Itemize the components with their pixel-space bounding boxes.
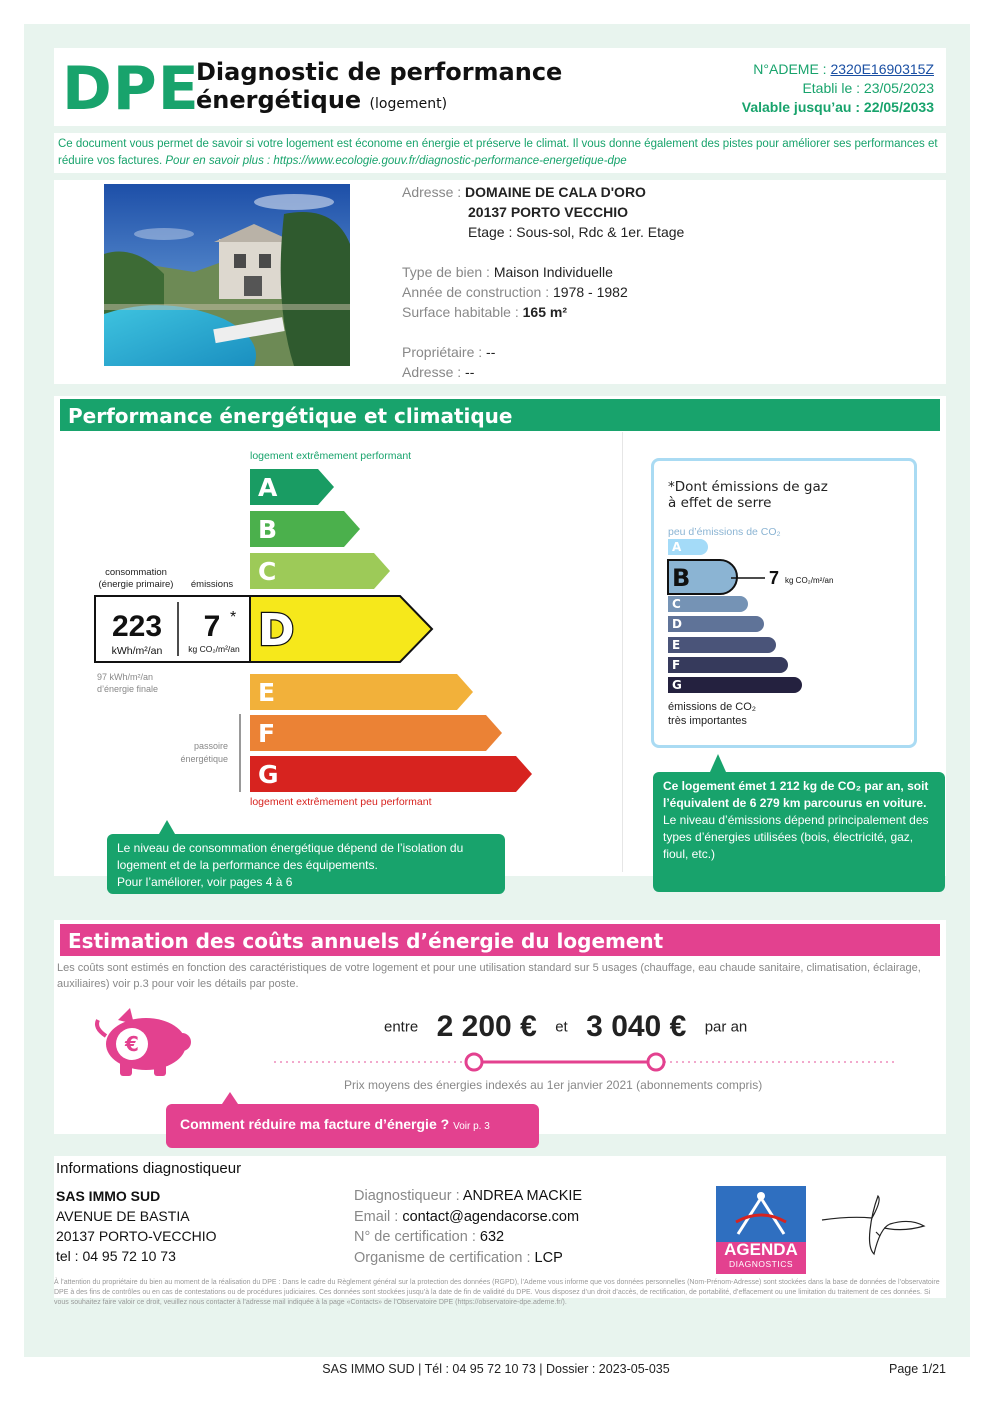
prices-note: Prix moyens des énergies indexés au 1er janvier 2021 (abonnements compris)	[344, 1078, 763, 1092]
ghg-class-label-g: G	[672, 678, 682, 692]
type-label: Type de bien :	[402, 264, 494, 280]
header-meta	[742, 60, 934, 117]
energy-callout: Le niveau de consommation énergétique dépend de l’isolation du logement et de la performance des équipements. Pour l’améliorer, voir pages 4 à 6	[107, 834, 505, 894]
ghg-class-label-e: E	[672, 638, 681, 652]
reduce-page: Voir p. 3	[453, 1121, 490, 1132]
ghg-label-chart	[651, 458, 917, 748]
diag-name-value: ANDREA MACKIE	[462, 1188, 583, 1204]
diag-org-value: LCP	[534, 1249, 563, 1266]
energy-bottom-label: logement extrêmement peu performant	[250, 796, 432, 808]
final-energy-line2: d’énergie finale	[97, 684, 159, 694]
intro-text	[54, 133, 946, 173]
passoire-line2: énergétique	[180, 754, 228, 764]
cost-per-year: par an	[704, 1018, 748, 1036]
surface-value: 165 m²	[522, 304, 567, 320]
ghg-title2: à effet de serre	[668, 495, 772, 511]
energy-class-label-b: B	[258, 515, 278, 544]
costs-title: Estimation des coûts annuels d’énergie du logement	[60, 924, 940, 956]
energy-class-bar-f	[250, 715, 502, 751]
diag-section-title: Informations diagnostiqueur	[56, 1160, 242, 1177]
consumption-value: 223	[111, 610, 163, 643]
ademe-number-link[interactable]: 2320E1690315Z	[830, 61, 934, 77]
diagnostician-section	[54, 1156, 946, 1298]
title-line1: Diagnostic de performance	[196, 58, 563, 86]
signature	[820, 1188, 930, 1268]
company-info	[56, 1186, 217, 1266]
owner-value: --	[486, 344, 496, 360]
footer-text: SAS IMMO SUD | Tél : 04 95 72 10 73 | Dossier : 2023-05-035	[322, 1362, 670, 1376]
ademe-label: N°ADEME :	[753, 61, 831, 77]
ghg-class-bar-e	[668, 637, 776, 653]
address-line3: Etage : Sous-sol, Rdc & 1er. Etage	[468, 224, 685, 240]
diagnostician-info	[354, 1186, 582, 1268]
logo-line2: DIAGNOSTICS	[728, 1259, 794, 1269]
ghg-value: 7	[769, 568, 780, 588]
ghg-class-bar-g	[668, 677, 802, 693]
property-info	[402, 182, 684, 382]
performance-title: Performance énergétique et climatique	[60, 399, 940, 431]
ghg-callout	[653, 772, 945, 892]
dpe-logo: DPE	[62, 54, 200, 124]
emissions-unit: kg CO₂/m²/an	[188, 644, 240, 654]
emissions-star: *	[230, 609, 237, 626]
surface-label: Surface habitable :	[402, 304, 523, 320]
diag-email-value[interactable]: contact@agendacorse.com	[402, 1208, 580, 1225]
cost-range-scale	[272, 1050, 896, 1074]
reduce-label: Comment réduire ma facture d’énergie ?	[180, 1116, 450, 1132]
address-line2: 20137 PORTO VECCHIO	[468, 204, 629, 220]
ghg-unit: kg CO₂/m²/an	[785, 576, 834, 585]
ghg-class-label-c: C	[672, 597, 681, 611]
owner-address-label: Adresse :	[402, 364, 466, 380]
cost-high: 3 040 €	[586, 1010, 687, 1043]
company-street: AVENUE DE BASTIA	[56, 1208, 190, 1224]
title-sub: (logement)	[369, 96, 448, 112]
company-phone: tel : 04 95 72 10 73	[56, 1248, 176, 1264]
reduce-bill-link[interactable]	[166, 1104, 539, 1148]
title-line2: énergétique	[196, 86, 362, 114]
type-value: Maison Individuelle	[493, 264, 613, 280]
energy-class-label-g: G	[258, 760, 279, 789]
energy-class-label-a: A	[258, 473, 278, 502]
ghg-title1: *Dont émissions de gaz	[668, 479, 828, 495]
divider	[622, 432, 623, 872]
cost-between: entre	[384, 1018, 419, 1036]
energy-class-label-e: E	[258, 678, 276, 707]
owner-label: Propriétaire :	[402, 344, 487, 360]
piggy-bank-icon	[88, 1006, 192, 1083]
ghg-callout-pointer	[710, 754, 726, 772]
page-title	[196, 58, 562, 118]
ghg-class-bar-d	[668, 616, 764, 632]
consumption-label2: (énergie primaire)	[98, 579, 174, 590]
valid-until-date: Valable jusqu’au : 22/05/2033	[741, 99, 934, 115]
established-date: Etabli le : 23/05/2023	[802, 80, 934, 96]
property-section	[54, 180, 946, 384]
reduce-callout-pointer	[222, 1092, 238, 1104]
diag-name-label: Diagnostiqueur :	[354, 1188, 463, 1204]
diag-org-label: Organisme de certification :	[354, 1249, 535, 1266]
performance-section	[54, 396, 946, 889]
address-label: Adresse :	[402, 184, 466, 200]
ghg-class-label-f: F	[672, 658, 681, 672]
company-name: SAS IMMO SUD	[56, 1188, 161, 1204]
ghg-class-label-d: D	[672, 617, 682, 631]
final-energy-line1: 97 kWh/m²/an	[97, 672, 154, 682]
emissions-label: émissions	[190, 579, 234, 590]
energy-label-chart	[54, 396, 614, 876]
costs-description: Les coûts sont estimés en fonction des caractéristiques de votre logement et pour une utilisation standard sur 5 usages (chauffage, eau chaude sanitaire, climatisation, éclairage, auxiliaires) voir p.3 pour voir les détails par poste.	[57, 962, 921, 990]
energy-class-label-f: F	[258, 719, 276, 748]
ghg-class-label-b: B	[672, 564, 691, 592]
legal-notice: À l’attention du propriétaire du bien au moment de la réalisation du DPE : Dans le cadre du Règlement général sur la protection des données (RGPD), l’Ademe vous informe que vos données personnelles (Nom-Prénom-Adresse) sont stockées dans la base de données de l’observatoire DPE à des fins de contrôles ou en cas de contestations ou de procédures judiciaires. Ces données sont stockées jusqu’à la date de fin de validité du DPE. Vous disposez d’un droit d’accès, de rectification, de portabilité, d’effacement ou une limitation du traitement de ces données. Si vous souhaitez faire valoir ce droit, veuillez nous contacter à l’adresse mail indiquée à la page «Contacts» de l’Observatoire DPE (https://observatoire-dpe.ademe.fr/).	[54, 1279, 940, 1306]
energy-class-bar-g	[250, 756, 532, 792]
diag-email-label: Email :	[354, 1208, 403, 1225]
logo-line1: AGENDA	[724, 1240, 798, 1259]
intro-body: Ce document vous permet de savoir si votre logement est économe en énergie et préserve le climat. Il vous donne également des pistes pour améliorer ses performances et réduire vos factures.	[58, 138, 938, 167]
cost-and: et	[555, 1018, 568, 1036]
year-label: Année de construction :	[402, 284, 553, 300]
ghg-class-label-a: A	[672, 540, 682, 554]
page-number: Page 1/21	[889, 1362, 946, 1376]
ghg-class-bar-f	[668, 657, 788, 673]
consumption-unit: kWh/m²/an	[111, 645, 163, 657]
ghg-bottom-label1: émissions de CO₂	[668, 701, 757, 713]
ghg-callout-text: Le niveau d’émissions dépend principalement des types d’énergies utilisées (bois, électricité, gaz, fioul, etc.)	[663, 813, 929, 861]
energy-class-bar-e	[250, 674, 473, 710]
energy-class-label-d: D	[258, 605, 295, 656]
cost-range	[384, 1010, 747, 1044]
header	[54, 48, 946, 126]
energy-top-label: logement extrêmement performant	[250, 450, 412, 462]
property-photo	[104, 184, 350, 366]
year-value: 1978 - 1982	[553, 284, 628, 300]
intro-link[interactable]: Pour en savoir plus : https://www.ecologie.gouv.fr/diagnostic-performance-energetique-dpe	[165, 155, 627, 167]
address-line1: DOMAINE DE CALA D'ORO	[465, 184, 646, 200]
ghg-callout-bold: Ce logement émet 1 212 kg de CO₂ par an, soit l’équivalent de 6 279 km parcourus en voiture.	[663, 779, 929, 810]
passoire-line1: passoire	[193, 741, 228, 751]
diag-cert-label: N° de certification :	[354, 1229, 480, 1245]
ghg-bottom-label2: très importantes	[668, 715, 747, 727]
emissions-value: 7	[203, 610, 221, 643]
consumption-label1: consommation	[105, 567, 167, 578]
cost-low: 2 200 €	[436, 1010, 537, 1043]
agenda-logo	[716, 1186, 806, 1274]
owner-address-value: --	[465, 364, 475, 380]
company-city: 20137 PORTO-VECCHIO	[56, 1228, 217, 1244]
svg-text:€: €	[125, 1032, 139, 1056]
diag-cert-value: 632	[479, 1229, 505, 1245]
costs-section	[54, 920, 946, 1134]
ghg-top-label: peu d’émissions de CO₂	[668, 526, 781, 538]
energy-callout-pointer	[159, 820, 175, 834]
energy-class-label-c: C	[258, 557, 277, 586]
